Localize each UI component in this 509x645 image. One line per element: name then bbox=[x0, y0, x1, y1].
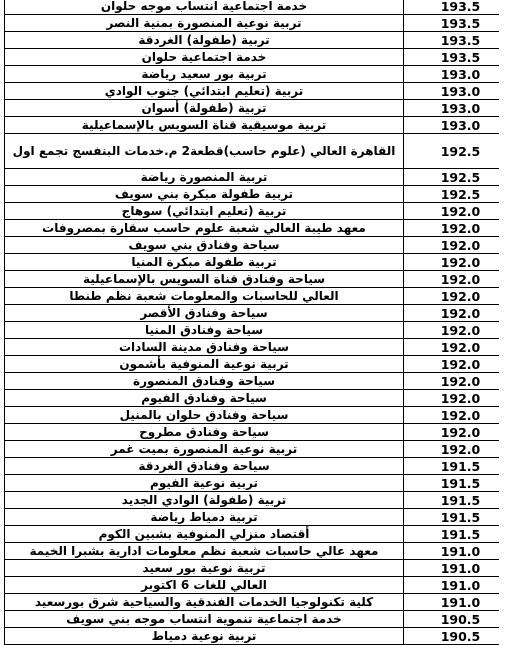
program-name-cell: خدمة اجتماعية تنموية انتساب موجه بني سويف bbox=[5, 611, 404, 628]
score-cell: 193.0 bbox=[404, 100, 500, 117]
score-cell: 192.0 bbox=[404, 220, 500, 237]
program-name-cell: تربية نوعية المنصورة بمنية النصر bbox=[5, 15, 404, 32]
program-name-cell: تربية المنصورة رياضة bbox=[5, 169, 404, 186]
score-cell: 193.5 bbox=[404, 0, 500, 15]
score-cell: 192.0 bbox=[404, 390, 500, 407]
table-row bbox=[5, 186, 500, 203]
score-cell: 192.0 bbox=[404, 271, 500, 288]
program-name-cell: خدمة اجتماعية انتساب موجه حلوان bbox=[5, 0, 404, 15]
table-row bbox=[5, 424, 500, 441]
table-row bbox=[5, 594, 500, 611]
score-cell: 192.0 bbox=[404, 203, 500, 220]
score-cell: 191.5 bbox=[404, 492, 500, 509]
table-row bbox=[5, 458, 500, 475]
table-row bbox=[5, 288, 500, 305]
score-cell: 192.0 bbox=[404, 322, 500, 339]
program-name-cell: القاهرة العالي (علوم حاسب)قطعة2 م.خدمات البنفسج تجمع اول bbox=[5, 134, 404, 169]
program-name-cell: سياحة وفنادق قناة السويس بالإسماعيلية bbox=[5, 271, 404, 288]
table-row bbox=[5, 492, 500, 509]
score-cell: 191.0 bbox=[404, 543, 500, 560]
score-cell: 192.5 bbox=[404, 169, 500, 186]
table-row bbox=[5, 526, 500, 543]
score-cell: 193.0 bbox=[404, 117, 500, 134]
table-row bbox=[5, 509, 500, 526]
table-row bbox=[5, 83, 500, 100]
program-name-cell: تربية نوعية دمياط bbox=[5, 628, 404, 645]
score-cell: 190.5 bbox=[404, 628, 500, 645]
program-name-cell: معهد عالي حاسبات شعبة نظم معلومات ادارية بشبرا الخيمة bbox=[5, 543, 404, 560]
score-cell: 193.5 bbox=[404, 15, 500, 32]
score-cell: 191.5 bbox=[404, 509, 500, 526]
table-row bbox=[5, 237, 500, 254]
program-name-cell: العالي للحاسبات والمعلومات شعبة نظم طنطا bbox=[5, 288, 404, 305]
program-name-cell: سياحة وفنادق حلوان بالمنيل bbox=[5, 407, 404, 424]
score-cell: 193.5 bbox=[404, 32, 500, 49]
program-name-cell: العالي للغات 6 اكتوبر bbox=[5, 577, 404, 594]
table-row bbox=[5, 49, 500, 66]
table-row bbox=[5, 117, 500, 134]
program-name-cell: تربية (طفولة) الوادي الجديد bbox=[5, 492, 404, 509]
program-name-cell: سياحة وفنادق مدينة السادات bbox=[5, 339, 404, 356]
program-name-cell: تربية طفولة مبكرة بني سويف bbox=[5, 186, 404, 203]
program-name-cell: معهد طيبة العالي شعبة علوم حاسب سقارة بمصروفات bbox=[5, 220, 404, 237]
program-name-cell: سياحة وفنادق المنصورة bbox=[5, 373, 404, 390]
program-name-cell: تربية موسيقية قناة السويس بالإسماعيلية bbox=[5, 117, 404, 134]
score-cell: 192.0 bbox=[404, 424, 500, 441]
table-row bbox=[5, 15, 500, 32]
table-row bbox=[5, 560, 500, 577]
table-row bbox=[5, 203, 500, 220]
program-name-cell: تربية (طفولة) الغردقة bbox=[5, 32, 404, 49]
score-cell: 192.0 bbox=[404, 254, 500, 271]
results-table-body bbox=[5, 0, 500, 645]
table-row bbox=[5, 0, 500, 15]
score-cell: 190.5 bbox=[404, 611, 500, 628]
program-name-cell: تربية نوعية الفيوم bbox=[5, 475, 404, 492]
program-name-cell: سياحة وفنادق مطروح bbox=[5, 424, 404, 441]
table-row bbox=[5, 373, 500, 390]
table-row bbox=[5, 134, 500, 169]
table-row bbox=[5, 100, 500, 117]
program-name-cell: تربية (تعليم ابتدائي) سوهاج bbox=[5, 203, 404, 220]
score-cell: 191.0 bbox=[404, 594, 500, 611]
score-cell: 192.0 bbox=[404, 288, 500, 305]
table-row bbox=[5, 339, 500, 356]
program-name-cell: تربية (تعليم ابتدائي) جنوب الوادي bbox=[5, 83, 404, 100]
score-cell: 192.0 bbox=[404, 339, 500, 356]
program-name-cell: تربية نوعية المنصورة بميت غمر bbox=[5, 441, 404, 458]
program-name-cell: تربية دمياط رياضة bbox=[5, 509, 404, 526]
table-row bbox=[5, 169, 500, 186]
program-name-cell: تربية طفولة مبكرة المنيا bbox=[5, 254, 404, 271]
score-cell: 192.0 bbox=[404, 356, 500, 373]
table-row bbox=[5, 356, 500, 373]
score-cell: 192.5 bbox=[404, 186, 500, 203]
table-row bbox=[5, 441, 500, 458]
program-name-cell: سياحة وفنادق الفيوم bbox=[5, 390, 404, 407]
score-cell: 191.5 bbox=[404, 475, 500, 492]
score-cell: 192.0 bbox=[404, 237, 500, 254]
program-name-cell: تربية نوعية المنوفية بأشمون bbox=[5, 356, 404, 373]
table-row bbox=[5, 220, 500, 237]
program-name-cell: سياحة وفنادق بني سويف bbox=[5, 237, 404, 254]
table-row bbox=[5, 254, 500, 271]
table-row bbox=[5, 271, 500, 288]
program-name-cell: كلية تكنولوجيا الخدمات الفندقية والسياحية شرق بورسعيد bbox=[5, 594, 404, 611]
results-table bbox=[4, 0, 499, 645]
table-row bbox=[5, 475, 500, 492]
table-row bbox=[5, 305, 500, 322]
program-name-cell: سياحة وفنادق الغردقة bbox=[5, 458, 404, 475]
score-cell: 192.5 bbox=[404, 134, 500, 169]
program-name-cell: تربية نوعية بور سعيد bbox=[5, 560, 404, 577]
table-row bbox=[5, 390, 500, 407]
program-name-cell: تربية (طفولة) أسوان bbox=[5, 100, 404, 117]
table-row bbox=[5, 66, 500, 83]
table-row bbox=[5, 543, 500, 560]
table-row bbox=[5, 577, 500, 594]
program-name-cell: خدمة اجتماعية حلوان bbox=[5, 49, 404, 66]
score-cell: 193.0 bbox=[404, 83, 500, 100]
table-row bbox=[5, 628, 500, 645]
score-cell: 191.5 bbox=[404, 526, 500, 543]
program-name-cell: سياحة وفنادق الأقصر bbox=[5, 305, 404, 322]
score-cell: 192.0 bbox=[404, 373, 500, 390]
score-cell: 191.5 bbox=[404, 458, 500, 475]
score-cell: 192.0 bbox=[404, 407, 500, 424]
results-table-container bbox=[4, 0, 499, 645]
program-name-cell: أقتصاد منزلي المنوفية بشبين الكوم bbox=[5, 526, 404, 543]
score-cell: 193.0 bbox=[404, 66, 500, 83]
score-cell: 191.0 bbox=[404, 560, 500, 577]
program-name-cell: سياحة وفنادق المنيا bbox=[5, 322, 404, 339]
table-row bbox=[5, 322, 500, 339]
table-row bbox=[5, 407, 500, 424]
program-name-cell: تربية بور سعيد رياضة bbox=[5, 66, 404, 83]
table-row bbox=[5, 611, 500, 628]
score-cell: 193.5 bbox=[404, 49, 500, 66]
score-cell: 192.0 bbox=[404, 305, 500, 322]
score-cell: 191.0 bbox=[404, 577, 500, 594]
score-cell: 192.0 bbox=[404, 441, 500, 458]
table-row bbox=[5, 32, 500, 49]
